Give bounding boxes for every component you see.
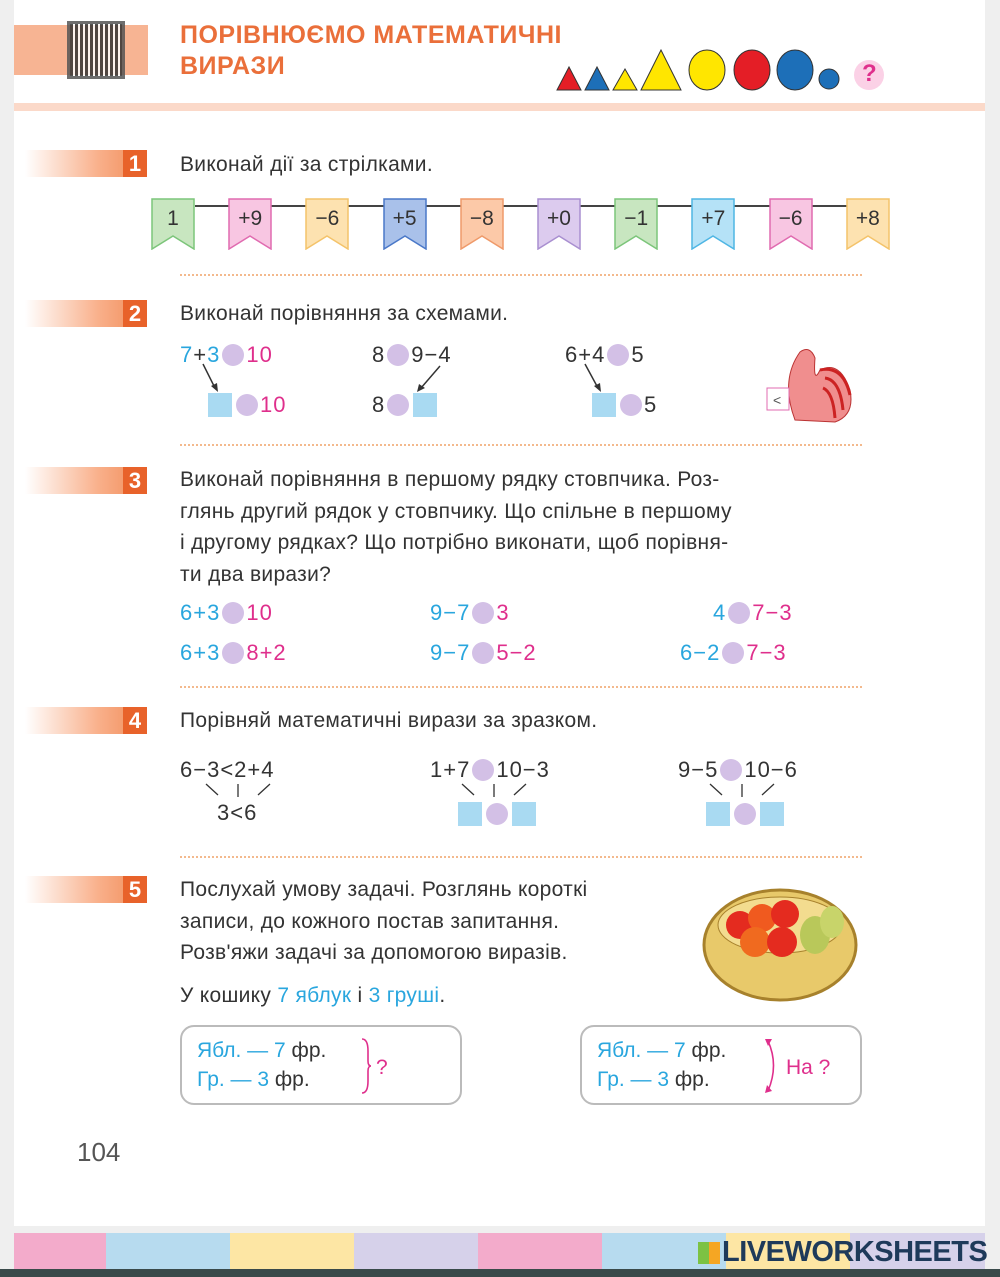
task-number: 2	[123, 300, 147, 327]
task-5-marker	[25, 876, 147, 903]
expression: 6−3<2+4	[180, 757, 275, 782]
answer-square[interactable]	[592, 393, 616, 417]
number-flag	[305, 198, 349, 250]
expression: 9−5 10−6	[678, 757, 798, 782]
flag-label: +8	[855, 207, 880, 230]
flag-label: −1	[624, 207, 649, 230]
divider	[180, 444, 862, 446]
text: У кошику	[180, 984, 278, 1007]
task-3-text	[180, 464, 860, 590]
answer-square[interactable]	[413, 393, 437, 417]
text-line: ти два вирази?	[180, 562, 332, 586]
flag-label: +5	[392, 207, 417, 230]
header-divider	[14, 103, 985, 111]
text-line: Послухай умову задачі. Розглянь короткі	[180, 878, 588, 901]
number-flag	[151, 198, 195, 250]
value: 7	[674, 1039, 686, 1062]
comparison-arrow-icon	[765, 1037, 781, 1095]
compare-circle[interactable]	[236, 394, 258, 416]
expression: 8	[372, 392, 439, 418]
flag-label: +0	[547, 207, 571, 230]
label: Гр. —	[197, 1068, 258, 1091]
answer-square[interactable]	[706, 802, 730, 826]
liveworksheets-watermark: LIVEWORKSHEETS	[722, 1236, 988, 1268]
value: 7	[274, 1039, 286, 1062]
task-1-marker	[25, 150, 147, 177]
number-flag	[537, 198, 581, 250]
label: Гр. —	[597, 1068, 658, 1091]
expression: 4 7−3	[713, 600, 793, 625]
answer-square[interactable]	[760, 802, 784, 826]
problem-statement	[180, 980, 860, 1012]
page-number: 104	[77, 1137, 121, 1167]
compare-circle[interactable]	[222, 642, 244, 664]
text-line: і другому рядках? Що потрібно виконати, щоб порівня-	[180, 531, 729, 554]
footer-stripe	[354, 1233, 478, 1269]
pears-count: 3 груші	[368, 984, 440, 1007]
text-line: Виконай порівняння в першому рядку стовпчика. Роз-	[180, 468, 720, 491]
task-number: 3	[123, 467, 147, 494]
footer-stripe	[106, 1233, 230, 1269]
footer-stripe	[478, 1233, 602, 1269]
title-line-1: ПОРІВНЮЄМО МАТЕМАТИЧНІ	[180, 21, 562, 49]
task-1-text: Виконай дії за стрілками.	[180, 153, 433, 176]
number-flag	[846, 198, 890, 250]
text-line: Розв'яжи задачі за допомогою виразів.	[180, 941, 568, 964]
answer-square[interactable]	[208, 393, 232, 417]
compare-circle[interactable]	[472, 759, 494, 781]
expression: 5	[590, 392, 657, 418]
compare-circle[interactable]	[472, 642, 494, 664]
short-record-box-1	[180, 1025, 462, 1105]
task-number: 4	[123, 707, 147, 734]
compare-circle[interactable]	[486, 803, 508, 825]
compare-circle[interactable]	[728, 602, 750, 624]
liveworksheets-logo-icon	[698, 1242, 720, 1264]
value: 3	[257, 1068, 270, 1091]
expression	[704, 802, 786, 826]
expression: 6+4 5	[565, 342, 645, 367]
task-5-text	[180, 874, 710, 969]
flag-label: −6	[778, 207, 803, 230]
expression: 10	[206, 392, 286, 418]
snail-illustration-icon	[765, 340, 860, 425]
number-flag	[614, 198, 658, 250]
number-flag	[769, 198, 813, 250]
compare-circle[interactable]	[734, 803, 756, 825]
expression: 8 9−4	[372, 342, 452, 367]
apples-count: 7 яблук	[277, 984, 352, 1007]
task-3-marker	[25, 467, 147, 494]
expression: 6+3 10	[180, 600, 273, 625]
task-number: 1	[123, 150, 147, 177]
short-record-box-2	[580, 1025, 862, 1105]
unit: фр.	[685, 1039, 727, 1062]
task-4-marker	[25, 707, 147, 734]
footer-stripe	[230, 1233, 354, 1269]
compare-circle[interactable]	[472, 602, 494, 624]
compare-circle[interactable]	[720, 759, 742, 781]
text: .	[439, 984, 446, 1007]
label: Ябл. —	[197, 1039, 275, 1062]
arrow-chain	[195, 205, 855, 207]
question-label: ?	[376, 1056, 388, 1079]
expression: 6+3 8+2	[180, 640, 287, 665]
flag-label: −8	[469, 207, 494, 230]
arrow-icons	[195, 360, 645, 396]
task-2-text: Виконай порівняння за схемами.	[180, 302, 509, 325]
question-label: На ?	[786, 1056, 831, 1079]
divider	[180, 686, 862, 688]
expression: 7 + 3 10	[180, 342, 273, 367]
text-line: глянь другий рядок у стовпчику. Що спільне в першому	[180, 499, 732, 523]
brace-icon	[360, 1037, 372, 1095]
number-flag	[383, 198, 427, 250]
text-line: записи, до кожного постав запитання.	[180, 909, 560, 933]
compare-circle[interactable]	[222, 602, 244, 624]
qr-code-icon	[70, 24, 122, 76]
unit: фр.	[669, 1068, 710, 1091]
snail-sign: <	[773, 392, 782, 408]
text: і	[351, 984, 369, 1007]
expression: 3<6	[217, 800, 258, 825]
answer-square[interactable]	[458, 802, 482, 826]
task-4-text: Порівняй математичні вирази за зразком.	[180, 709, 598, 732]
task-2-marker	[25, 300, 147, 327]
arrow-icons	[200, 781, 850, 801]
question-mark-icon: ?	[862, 60, 877, 87]
compare-circle[interactable]	[620, 394, 642, 416]
value: 3	[657, 1068, 670, 1091]
task-number: 5	[123, 876, 147, 903]
expression: 6−2 7−3	[680, 640, 787, 665]
bottom-edge	[0, 1269, 1000, 1277]
flag-label: −6	[315, 207, 340, 230]
divider	[180, 274, 862, 276]
title-line-2: ВИРАЗИ	[180, 52, 286, 80]
compare-circle[interactable]	[722, 642, 744, 664]
unit: фр.	[269, 1068, 310, 1091]
flag-label: 1	[167, 207, 179, 230]
compare-circle[interactable]	[387, 394, 409, 416]
page-title	[180, 20, 562, 82]
answer-square[interactable]	[512, 802, 536, 826]
shapes-decoration-icon	[555, 45, 895, 95]
expression: 9−7 3	[430, 600, 510, 625]
flag-label: +9	[238, 207, 263, 230]
unit: фр.	[285, 1039, 327, 1062]
expression: 1+7 10−3	[430, 757, 550, 782]
number-flag	[460, 198, 504, 250]
number-flag	[228, 198, 272, 250]
expression: 9−7 5−2	[430, 640, 537, 665]
flag-label: +7	[701, 207, 726, 230]
label: Ябл. —	[597, 1039, 675, 1062]
number-flag	[691, 198, 735, 250]
footer-stripe	[14, 1233, 106, 1269]
divider	[180, 856, 862, 858]
expression	[456, 802, 538, 826]
